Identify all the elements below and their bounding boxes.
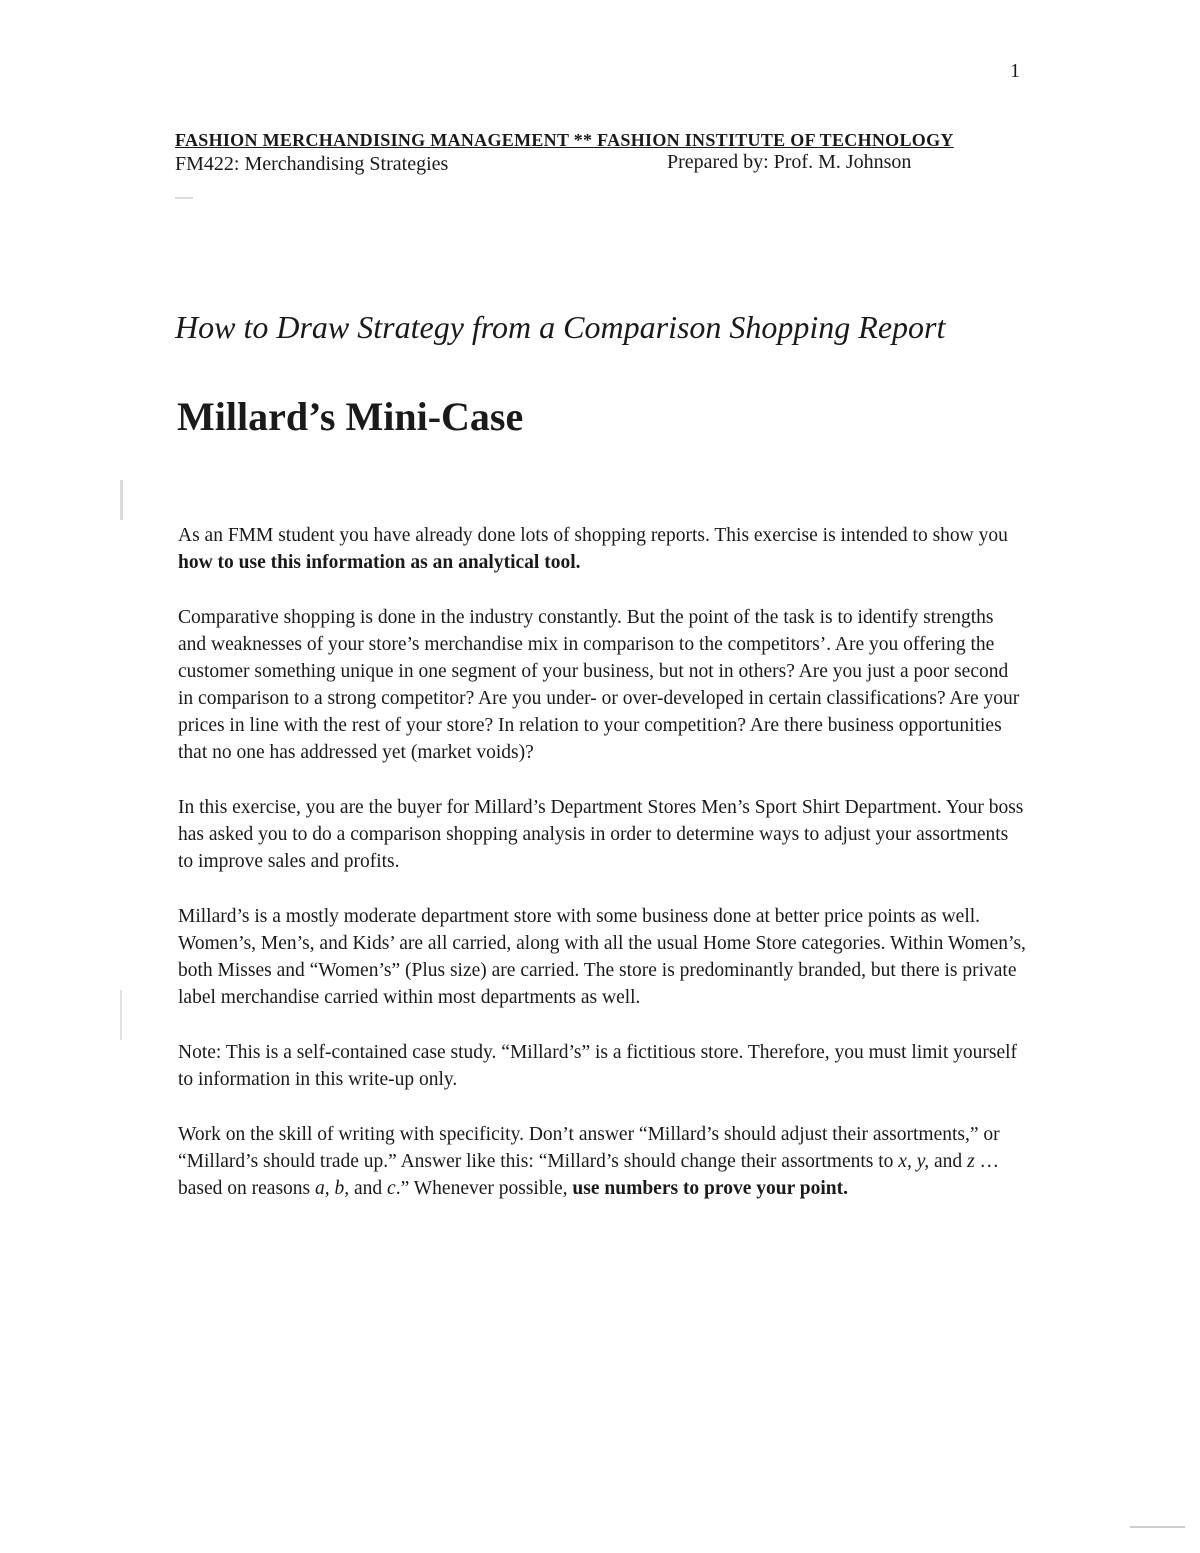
document-body [178, 522, 1026, 1230]
paragraph-note: Note: This is a self-contained case study. “Millard’s” is a fictitious store. Therefore, you must limit yourself to information in this write-up only. [178, 1042, 1018, 1090]
specificity-var-c: c [387, 1178, 396, 1199]
document-subtitle: How to Draw Strategy from a Comparison Shopping Report [175, 309, 946, 345]
page-number: 1 [1010, 60, 1020, 82]
specificity-text-3: … based on reasons [178, 1151, 1000, 1199]
paragraph-store-description: Millard’s is a mostly moderate department store with some business done at better price points as well. Women’s, Men’s, and Kids’ are all carried, along with all the usual Home Store categories. Within Women’s, both Misses and “Women’s” (Plus size) are carried. The store is predominantly branded, but there is private label merchandise carried within most departments as well. [178, 906, 1026, 1008]
paragraph-intro-text: As an FMM student you have already done lots of shopping reports. This exercise is intended to show you [178, 525, 1008, 546]
prepared-by: Prepared by: Prof. M. Johnson [667, 151, 912, 173]
document-title: Millard’s Mini-Case [177, 394, 524, 439]
paragraph-exercise: In this exercise, you are the buyer for Millard’s Department Stores Men’s Sport Shirt Department. Your boss has asked you to do a comparison shopping analysis in order to determine ways to adjust your assortments to improve sales and profits. [178, 797, 1024, 872]
paragraph-comparative-shopping: Comparative shopping is done in the industry constantly. But the point of the task is to identify strengths and weaknesses of your store’s merchandise mix in comparison to the competitors’. Are you offering the customer something unique in one segment of your business, but not in others? Are you just a poor second in comparison to a strong competitor? Are you under- or over-developed in certain classifications? Are your prices in line with the rest of your store? In relation to your competition? Are there business opportunities that no one has addressed yet (market voids)? [178, 607, 1020, 763]
paragraph-intro-emphasis: how to use this information as an analytical tool. [178, 552, 581, 573]
specificity-text-4: and [349, 1178, 388, 1199]
header-institution: FASHION MERCHANDISING MANAGEMENT ** FASHION INSTITUTE OF TECHNOLOGY [175, 130, 954, 150]
specificity-text-1: Work on the skill of writing with specificity. Don’t answer “Millard’s should adjust their assortments,” or “Millard’s should trade up.” Answer like this: “Millard’s should change their assortments to [178, 1124, 1000, 1172]
scan-speck [120, 990, 122, 1040]
scan-speck [120, 480, 123, 520]
specificity-var-z: z [967, 1151, 975, 1172]
specificity-var-ab: a, b, [315, 1178, 350, 1199]
scan-speck [1130, 1526, 1185, 1528]
document-header [175, 130, 1020, 179]
specificity-text-2: and [929, 1151, 968, 1172]
specificity-text-5: .” Whenever possible, [395, 1178, 573, 1199]
specificity-var-xy: x, y, [898, 1151, 930, 1172]
paragraph-specificity [178, 1121, 1026, 1202]
header-course-row [175, 153, 1020, 179]
scan-speck [175, 197, 193, 199]
specificity-emphasis: use numbers to prove your point. [572, 1178, 848, 1199]
course-name: FM422: Merchandising Strategies [175, 153, 449, 175]
paragraph-intro [178, 522, 1026, 576]
